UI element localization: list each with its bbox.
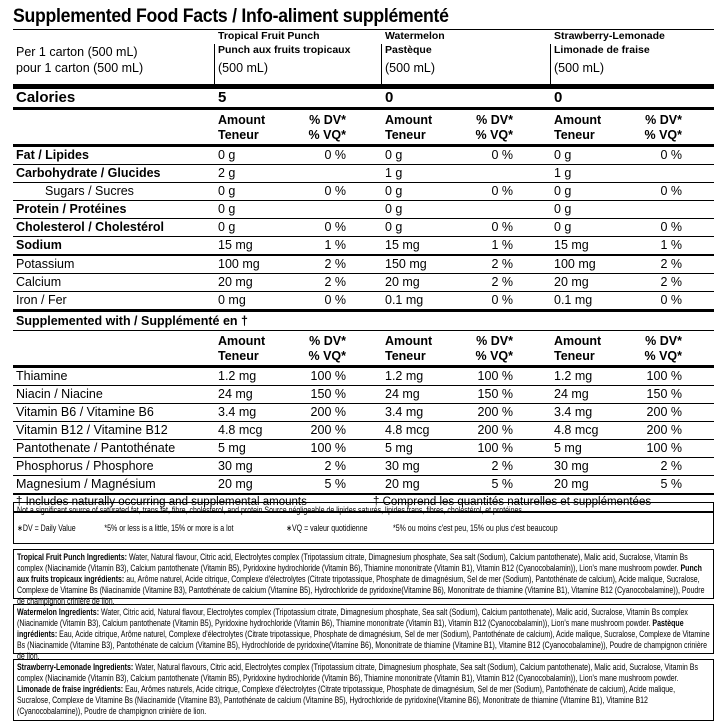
amount-value: 0.1 mg: [554, 293, 593, 307]
teneur-label: Teneur: [554, 128, 595, 142]
amount-value: 0 g: [554, 220, 572, 234]
vq-label: % VQ*: [308, 128, 346, 142]
percent-value: 0 %: [491, 148, 513, 162]
percent-value: 2 %: [324, 275, 346, 289]
ing-name-fr: Limonade de fraise ingrédients:: [17, 684, 124, 694]
amount-value: 150 mg: [385, 257, 427, 271]
ingredients-watermelon: [13, 604, 714, 661]
percent-value: 0 %: [491, 293, 513, 307]
row-label: Vitamin B12 / Vitamine B12: [16, 423, 168, 437]
amount-value: 0 g: [218, 202, 236, 216]
row-label: Vitamin B6 / Vitamine B6: [16, 405, 154, 419]
percent-value: 2 %: [660, 275, 682, 289]
amount-label: Amount: [385, 334, 433, 348]
teneur-label: Teneur: [385, 349, 426, 363]
dv-note-1: ∗DV = Daily Value: [17, 523, 76, 533]
footnote-fr: † Comprend les quantités naturelles et supplémentées: [373, 496, 652, 508]
amount-value: 30 mg: [554, 459, 589, 473]
percent-value: 5 %: [491, 477, 513, 491]
row-label: Phosphorus / Phosphore: [16, 459, 154, 473]
teneur-label: Teneur: [218, 349, 259, 363]
amount-value: 4.8 mcg: [554, 423, 599, 437]
amount-value: 1.2 mg: [385, 369, 424, 383]
vq-label: % VQ*: [308, 349, 346, 363]
ing-text-fr: Eau, Arômes naturels, Acide citrique, Complexe d'électrolytes (Citrate tripotassique, Phosphate de dimagnésium, Sel de mer (Sodium), Pantothénate de calcium), Acide malique, Sucralose, Complexe de Vitamine Bs (Niacinamide (Vitamine B3), Pantothénate de calcium (Vitamine B5), Hydrochloride de pyridoxine(Vitamine B6), Mononitrate de thiamine (Vitamine B1), Vitamine B12 (Cyanocobalamine)), Poudre de champignon crinière de lion.: [17, 684, 676, 716]
percent-value: 1 %: [660, 238, 682, 252]
amount-value: 20 mg: [218, 477, 253, 491]
percent-value: 0 %: [491, 220, 513, 234]
row-label: Sugars / Sucres: [45, 184, 134, 198]
amount-label: Amount: [218, 113, 266, 127]
vq-label: % VQ*: [475, 128, 513, 142]
dv-label: % DV*: [645, 113, 682, 127]
percent-value: 0 %: [324, 184, 346, 198]
amount-value: 0 g: [218, 184, 236, 198]
dv-label: % DV*: [309, 334, 346, 348]
ing-name-fr: Pastèque ingrédients:: [17, 618, 684, 639]
row-label: Sodium: [16, 238, 62, 252]
table-row: [13, 183, 714, 200]
table-row: [13, 256, 714, 273]
percent-value: 0 %: [660, 293, 682, 307]
row-label: Carbohydrate / Glucides: [16, 166, 161, 180]
table-row: [13, 274, 714, 291]
row-label: Thiamine: [16, 369, 68, 383]
dv-label: % DV*: [645, 334, 682, 348]
amount-value: 1 g: [554, 166, 572, 180]
dv-notes-box: [13, 502, 714, 544]
ingredients-strawberry: [13, 659, 714, 721]
percent-value: 0 %: [660, 148, 682, 162]
amount-value: 5 mg: [218, 441, 246, 455]
ing-name: Watermelon Ingredients:: [17, 607, 100, 617]
amount-value: 0 g: [385, 148, 403, 162]
amount-value: 0 mg: [218, 293, 246, 307]
percent-value: 200 %: [646, 405, 682, 419]
amount-value: 24 mg: [385, 387, 420, 401]
row-label: Pantothenate / Pantothénate: [16, 441, 176, 455]
table-row: [13, 440, 714, 457]
percent-value: 2 %: [324, 257, 346, 271]
flavor-1-size: (500 mL): [218, 61, 269, 75]
amount-value: 0 g: [385, 202, 403, 216]
percent-value: 0 %: [324, 148, 346, 162]
percent-value: 100 %: [477, 369, 513, 383]
ing-text: Water, Natural flavours, Citric acid, Electrolytes complex (Tripotassium citrate, Dimagnesium phosphate, Sea salt (Sodium), Calcium pantothenate), Malic acid, Sucralose, Vitamin Bs complex (Niacinamide (Vitamin B3), Calcium pantothenate (Vitamin B5), Pyridoxine hydrochloride (Vitamin B6), Thiamine mononitrate (Vitamin B1), Vitamin B12 (Cyanocobalamin)), Lion's mane mushroom powder.: [17, 662, 698, 683]
not-significant-text: Not a significant source of saturated fat, trans fat, fibre, cholesterol, and protein.Source négligeable de lipides saturés, lipides trans, fibres, cholestérol, et protéines.: [17, 505, 524, 515]
percent-value: 0 %: [660, 184, 682, 198]
percent-value: 1 %: [324, 238, 346, 252]
footnote-en: † Includes naturally occurring and supplemental amounts: [16, 496, 307, 508]
ing-name: Strawberry-Lemonade Ingredients:: [17, 662, 134, 672]
row-label: Magnesium / Magnésium: [16, 477, 156, 491]
amount-value: 0 g: [554, 148, 572, 162]
amount-value: 3.4 mg: [218, 405, 257, 419]
percent-value: 150 %: [646, 387, 682, 401]
percent-value: 5 %: [660, 477, 682, 491]
calories-flavor-2: 0: [385, 89, 394, 106]
amount-value: 0 g: [554, 184, 572, 198]
nutrition-panel: [13, 6, 714, 513]
amount-value: 0.1 mg: [385, 293, 424, 307]
percent-value: 0 %: [660, 220, 682, 234]
amount-label: Amount: [554, 113, 602, 127]
amount-value: 5 mg: [385, 441, 413, 455]
ing-name-fr: Punch aux fruits tropicaux ingrédients:: [17, 563, 702, 584]
ing-text: Water, Citric acid, Natural flavour, Electrolytes complex (Tripotassium citrate, Dimagnesium phosphate, Sea salt (Sodium), Calcium pantothenate), Malic acid, Sucralose, Vitamin Bs complex (Niacinamide (Vitamin B3), Calcium pantothenate (Vitamin B5), Pyridoxine hydrochloride (Vitamin B6), Thiamine mononitrate (Vitamin B1), Vitamin B12 (Cyanocobalamin)), Lion's mane mushroom powder.: [17, 607, 688, 628]
amount-value: 20 mg: [385, 275, 420, 289]
percent-value: 200 %: [646, 423, 682, 437]
percent-value: 100 %: [477, 441, 513, 455]
amount-value: 3.4 mg: [554, 405, 593, 419]
amount-value: 100 mg: [554, 257, 596, 271]
percent-value: 200 %: [477, 405, 513, 419]
serving-en: Per 1 carton (500 mL): [16, 45, 138, 59]
flavor-3-name-fr: Limonade de fraise: [554, 44, 650, 56]
flavor-2-name-fr: Pastèque: [385, 44, 432, 56]
table-row: [13, 237, 714, 254]
amount-value: 15 mg: [554, 238, 589, 252]
amount-value: 0 g: [554, 202, 572, 216]
ingredients-tropical: [13, 549, 714, 606]
percent-value: 100 %: [646, 369, 682, 383]
flavor-1-name-en: Tropical Fruit Punch: [218, 30, 320, 42]
vq-label: % VQ*: [644, 349, 682, 363]
percent-value: 150 %: [310, 387, 346, 401]
amount-value: 4.8 mcg: [385, 423, 430, 437]
percent-value: 200 %: [477, 423, 513, 437]
table-row: [13, 386, 714, 403]
amount-value: 20 mg: [554, 477, 589, 491]
amount-value: 1.2 mg: [218, 369, 257, 383]
percent-value: 2 %: [324, 459, 346, 473]
amount-value: 0 g: [218, 220, 236, 234]
amount-value: 20 mg: [218, 275, 253, 289]
supplemented-label: Supplemented with / Supplémenté en †: [16, 314, 248, 328]
row-label: Fat / Lipides: [16, 148, 89, 162]
percent-value: 100 %: [310, 441, 346, 455]
row-label: Iron / Fer: [16, 293, 67, 307]
percent-value: 150 %: [477, 387, 513, 401]
table-row: [13, 404, 714, 421]
percent-value: 100 %: [646, 441, 682, 455]
flavor-3-name-en: Strawberry-Lemonade: [554, 30, 665, 42]
amount-value: 30 mg: [385, 459, 420, 473]
supplement-rows: [13, 368, 714, 493]
table-row: [13, 476, 714, 493]
flavor-2-name-en: Watermelon: [385, 30, 445, 42]
panel-title: Supplemented Food Facts / Info-aliment supplémenté: [13, 6, 449, 27]
teneur-label: Teneur: [554, 349, 595, 363]
dv-note-2: *5% or less is a little, 15% or more is a lot: [104, 523, 234, 533]
flavor-2-size: (500 mL): [385, 61, 436, 75]
nutrient-rows: [13, 147, 714, 309]
amount-value: 3.4 mg: [385, 405, 424, 419]
amount-header-1: [13, 110, 714, 144]
amount-value: 4.8 mcg: [218, 423, 263, 437]
table-row: [13, 292, 714, 309]
amount-value: 0 g: [218, 148, 236, 162]
table-row: [13, 368, 714, 385]
percent-value: 200 %: [310, 423, 346, 437]
amount-header-2: [13, 331, 714, 365]
percent-value: 2 %: [491, 459, 513, 473]
percent-value: 0 %: [491, 184, 513, 198]
dv-note-3: ∗VQ = valeur quotidienne: [286, 523, 368, 533]
amount-value: 1 g: [385, 166, 403, 180]
amount-value: 30 mg: [218, 459, 253, 473]
table-row: [13, 219, 714, 236]
percent-value: 2 %: [491, 275, 513, 289]
vq-label: % VQ*: [644, 128, 682, 142]
percent-value: 100 %: [310, 369, 346, 383]
dv-label: % DV*: [309, 113, 346, 127]
percent-value: 0 %: [324, 220, 346, 234]
ing-text: Water, Natural flavour, Citric acid, Electrolytes complex (Tripotassium citrate, Dimagnesium phosphate, Sea salt (Sodium), Calcium pantothenate), Malic acid, Sucralose, Vitamin Bs complex (Niacinamide (Vitamin B3), Calcium pantothenate (Vitamin B5), Pyridoxine hydrochloride (Vitamin B6), Thiamine mononitrate (Vitamin B1), Vitamin B12 (Cyanocobalamin)), Lion's mane mushroom powder.: [17, 552, 688, 573]
ing-text-fr: au, Arôme naturel, Acide citrique, Complexe d'électrolytes (Citrate tripotassique, Phosphate de dimagnésium, Sel de mer (Sodium), Pantothénate de calcium), Acide malique, Sucralose, Complexe de Vitamine Bs (Niacinamide (Vitamine B3), Pantothénate de calcium (Vitamine B5), Hydrochloride de pyridoxine(Vitamine B6), Mononitrate de thiamine (Vitamine B1), Vitamine B12 (Cyanocobalamine)), Poudre de champignon crinière de lion.: [17, 574, 705, 606]
calories-row: [13, 89, 714, 107]
amount-value: 24 mg: [554, 387, 589, 401]
amount-value: 15 mg: [218, 238, 253, 252]
amount-value: 100 mg: [218, 257, 260, 271]
amount-value: 20 mg: [554, 275, 589, 289]
table-row: [13, 147, 714, 164]
percent-value: 2 %: [660, 459, 682, 473]
calories-label: Calories: [16, 89, 76, 106]
amount-value: 2 g: [218, 166, 236, 180]
teneur-label: Teneur: [385, 128, 426, 142]
calories-flavor-3: 0: [554, 89, 563, 106]
percent-value: 0 %: [324, 293, 346, 307]
flavor-1-name-fr: Punch aux fruits tropicaux: [218, 44, 351, 56]
percent-value: 2 %: [491, 257, 513, 271]
row-label: Potassium: [16, 257, 75, 271]
amount-label: Amount: [554, 334, 602, 348]
amount-value: 5 mg: [554, 441, 582, 455]
percent-value: 200 %: [310, 405, 346, 419]
percent-value: 1 %: [491, 238, 513, 252]
teneur-label: Teneur: [218, 128, 259, 142]
amount-value: 24 mg: [218, 387, 253, 401]
row-label: Cholesterol / Cholestérol: [16, 220, 164, 234]
amount-label: Amount: [385, 113, 433, 127]
dv-label: % DV*: [476, 113, 513, 127]
vq-label: % VQ*: [475, 349, 513, 363]
ing-text-fr: Eau, Acide citrique, Arôme naturel, Complexe d'électrolytes (Citrate tripotassique, Phosphate de dimagnésium, Sel de mer (Sodium), Pantothénate de calcium), Acide malique, Sucralose, Complexe de Vitamine Bs (Niacinamide (Vitamine B3), Pantothénate de calcium (Vitamine B5), Hydrochloride de pyridoxine(Vitamine B6), Mononitrate de thiamine (Vitamine B1), Vitamine B12 (Cyanocobalamine)), Poudre de champignon crinière de lion.: [17, 629, 710, 661]
amount-value: 20 mg: [385, 477, 420, 491]
table-row: [13, 422, 714, 439]
table-row: [13, 458, 714, 475]
table-row: [13, 201, 714, 218]
row-label: Niacin / Niacine: [16, 387, 103, 401]
amount-value: 0 g: [385, 184, 403, 198]
flavor-header: [13, 28, 714, 84]
amount-value: 0 g: [385, 220, 403, 234]
dv-note-4: *5% ou moins c'est peu, 15% ou plus c'est beaucoup: [392, 523, 558, 533]
row-label: Protein / Protéines: [16, 202, 127, 216]
flavor-3-size: (500 mL): [554, 61, 605, 75]
amount-label: Amount: [218, 334, 266, 348]
serving-fr: pour 1 carton (500 mL): [16, 61, 144, 75]
dv-label: % DV*: [476, 334, 513, 348]
table-row: [13, 165, 714, 182]
amount-value: 1.2 mg: [554, 369, 593, 383]
percent-value: 5 %: [324, 477, 346, 491]
calories-flavor-1: 5: [218, 89, 227, 106]
percent-value: 2 %: [660, 257, 682, 271]
row-label: Calcium: [16, 275, 62, 289]
ing-name: Tropical Fruit Punch Ingredients:: [17, 552, 127, 562]
amount-value: 15 mg: [385, 238, 420, 252]
